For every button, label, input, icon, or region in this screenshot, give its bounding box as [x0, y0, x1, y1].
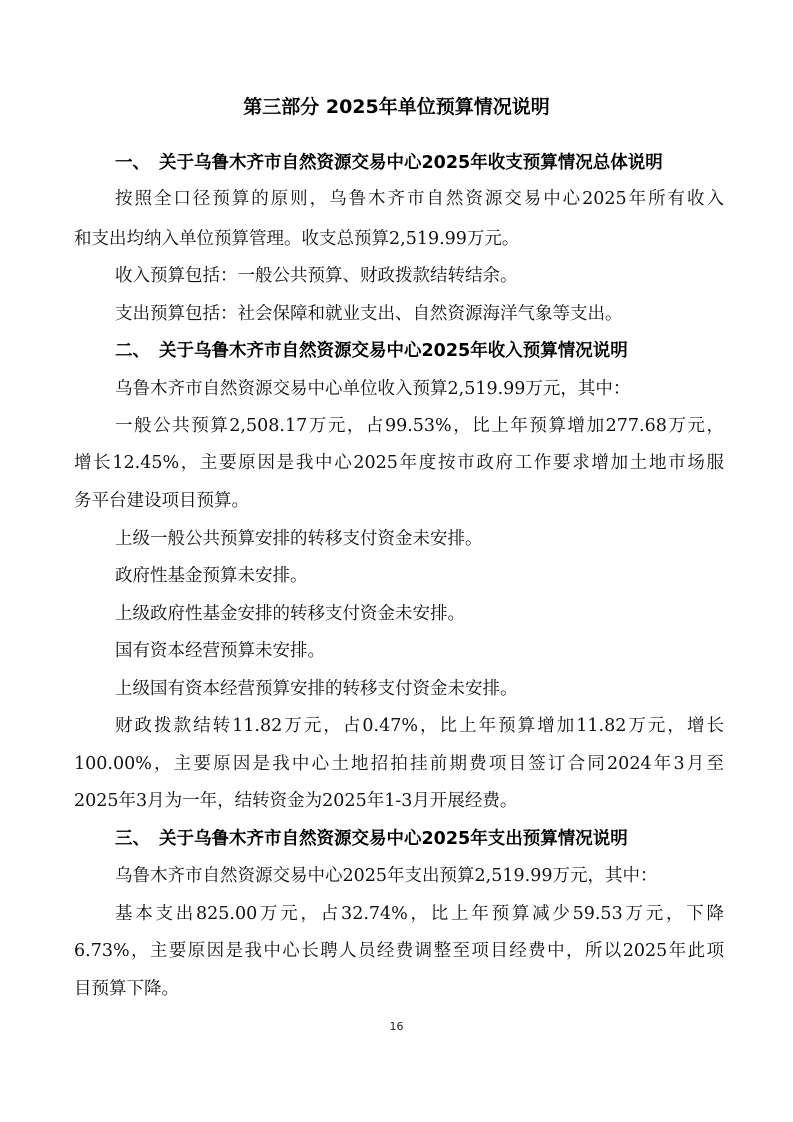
paragraph-line: 上级一般公共预算安排的转移支付资金未安排。 [115, 529, 483, 549]
paragraph-line: 100.00%，主要原因是我中心土地招拍挂前期费项目签订合同2024年3月至 [74, 754, 724, 774]
section-heading-2 [115, 338, 725, 364]
paragraph-line: 收入预算包括：一般公共预算、财政拨款结转结余。 [115, 266, 518, 286]
section-heading-text: 关于乌鲁木齐市自然资源交易中心2025年收入预算情况说明 [159, 341, 628, 361]
paragraph-line: 乌鲁木齐市自然资源交易中心2025年支出预算2,519.99万元，其中： [115, 866, 658, 886]
paragraph-line: 按照全口径预算的原则，乌鲁木齐市自然资源交易中心2025年所有收入 [115, 189, 724, 209]
paragraph-line: 乌鲁木齐市自然资源交易中心单位收入预算2,519.99万元，其中： [115, 379, 631, 399]
section-heading-3 [115, 826, 725, 852]
section-heading-1 [115, 150, 725, 176]
paragraph-line: 上级国有资本经营预算安排的转移支付资金未安排。 [115, 679, 518, 699]
paragraph-line: 增长12.45%，主要原因是我中心2025年度按市政府工作要求增加土地市场服 [74, 453, 724, 473]
paragraph-line: 6.73%，主要原因是我中心长聘人员经费调整至项目经费中，所以2025年此项 [74, 941, 724, 961]
paragraph-line: 2025年3月为一年，结转资金为2025年1-3月开展经费。 [74, 791, 518, 811]
section-number: 二、 [115, 341, 150, 361]
paragraph-line: 国有资本经营预算未安排。 [115, 641, 325, 661]
section-heading-text: 关于乌鲁木齐市自然资源交易中心2025年收支预算情况总体说明 [159, 153, 663, 173]
section-heading-text: 关于乌鲁木齐市自然资源交易中心2025年支出预算情况说明 [159, 829, 628, 849]
paragraph-line: 上级政府性基金安排的转移支付资金未安排。 [115, 604, 465, 624]
paragraph-line: 目预算下降。 [74, 979, 179, 999]
paragraph-line: 支出预算包括：社会保障和就业支出、自然资源海洋气象等支出。 [115, 304, 623, 324]
paragraph-line: 基本支出825.00万元，占32.74%，比上年预算减少59.53万元，下降 [115, 904, 724, 924]
paragraph-line: 务平台建设项目预算。 [74, 491, 249, 511]
paragraph-line: 和支出均纳入单位预算管理。收支总预算2,519.99万元。 [74, 229, 520, 249]
page-title: 第三部分 2025年单位预算情况说明 [243, 96, 550, 118]
paragraph-line: 财政拨款结转11.82万元，占0.47%，比上年预算增加11.82万元，增长 [115, 716, 724, 736]
section-number: 一、 [115, 153, 150, 173]
page-number: 16 [389, 1020, 404, 1033]
paragraph-line: 政府性基金预算未安排。 [115, 566, 308, 586]
section-number: 三、 [115, 829, 150, 849]
paragraph-line: 一般公共预算2,508.17万元，占99.53%，比上年预算增加277.68万元， [115, 416, 724, 436]
